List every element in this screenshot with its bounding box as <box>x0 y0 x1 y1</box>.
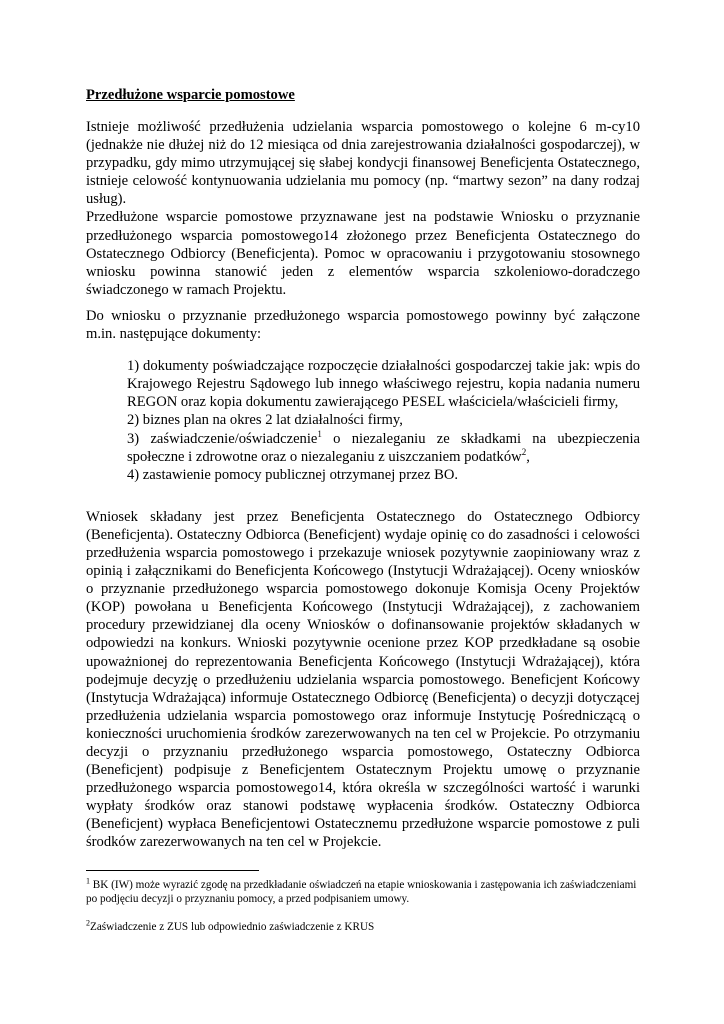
paragraph-procedure: Wniosek składany jest przez Beneficjenta Ostatecznego do Ostatecznego Odbiorcy (Beneficjenta). Ostateczny Odbiorca (Beneficjent) wydaje opinię co do zasadności i celowości przedłużenia wsparcia pomostowego i przekazuje wniosek pozytywnie zaopiniowany wraz z opinią i załącznikami do Beneficjenta Końcowego (Instytucji Wdrażającej). Oceny wniosków o przyznanie przedłużonego wsparcia pomostowego dokonuje Komisja Oceny Projektów (KOP) powołana u Beneficjenta Końcowego (Instytucji Wdrażającej), z zachowaniem procedury przewidzianej dla oceny Wniosków o dofinansowanie projektów składanych w odpowiedzi na konkurs. Wnioski pozytywnie ocenione przez KOP przedkładane są osobie upoważnionej do reprezentowania Beneficjenta Końcowego (Instytucji Wdrażającej), która podejmuje decyzję o przedłużeniu udzielania wsparcia pomostowego. Beneficjent Końcowy (Instytucja Wdrażająca) informuje Ostatecznego Odbiorcę (Beneficjenta) o decyzji dotyczącej przedłużenia udzielania wsparcia pomostowego oraz informuje Instytucję Pośredniczącą o konieczności uruchomienia środków zarezerwowanych na ten cel w Projekcie. Po otrzymaniu decyzji o przyznaniu przedłużonego wsparcia pomostowego, Ostateczny Odbiorca (Beneficjent) podpisuje z Beneficjentem Ostatecznym Projektu umowę o przyznanie przedłużonego wsparcia pomostowego14, która określa w szczególności wartość i warunki wypłaty środków oraz stanowi podstawę wypłacenia środków. Ostateczny Odbiorca (Beneficjent) wypłaca Beneficjentowi Ostatecznemu przedłużone wsparcie pomostowe z puli środków zarezerwowanych na ten cel w Projekcie. <box>86 508 640 851</box>
list-item <box>127 430 640 466</box>
paragraph-required-documents: Do wniosku o przyznanie przedłużonego wsparcia pomostowego powinny być załączone m.in. następujące dokumenty: <box>86 307 640 343</box>
footnote-text: BK (IW) może wyrazić zgodę na przedkładanie oświadczeń na etapie wnioskowania i zastępowania ich zaświadczeniami po podjęciu decyzji o przyznaniu pomocy, a przed podpisaniem umowy. <box>86 879 637 905</box>
list-item: 4) zastawienie pomocy publicznej otrzymanej przez BO. <box>127 466 459 483</box>
footnote-ref-2: 2 <box>521 446 527 457</box>
document-body <box>86 86 640 852</box>
section-title: Przedłużone wsparcie pomostowe <box>86 87 295 103</box>
list-item-text: 3) zaświadczenie/oświadczenie <box>127 430 318 447</box>
footnote-ref-1: 1 <box>317 428 322 439</box>
footnote-separator <box>86 870 259 871</box>
paragraph-extension-possibility: Istnieje możliwość przedłużenia udzielania wsparcia pomostowego o kolejne 6 m-cy10 (jednakże nie dłużej niż do 12 miesiąca od dnia zarejestrowania działalności gospodarczej), w przypadku, gdy mimo utrzymującej się słabej kondycji finansowej Beneficjenta Ostatecznego, istnieje celowość kontynuowania udzielania mu pomocy (np. “martwy sezon” na dany rodzaj usług). <box>86 119 640 208</box>
footnote-text: Zaświadczenie z ZUS lub odpowiednio zaświadczenie z KRUS <box>90 921 375 933</box>
list-item: 2) biznes plan na okres 2 lat działalności firmy, <box>127 412 403 429</box>
footnote-1 <box>86 878 640 906</box>
list-item-text: , <box>526 448 530 465</box>
footnote-mark: 1 <box>86 876 90 886</box>
paragraph-application-basis: Przedłużone wsparcie pomostowe przyznawane jest na podstawie Wniosku o przyznanie przedłużonego wsparcia pomostowego14 złożonego przez Beneficjenta Ostatecznego do Ostatecznego Odbiorcy (Beneficjenta). Pomoc w opracowaniu i przygotowaniu stosownego wniosku powinna stanowić jeden z elementów wsparcia szkoleniowo-doradczego świadczonego w ramach Projektu. <box>86 209 640 298</box>
footnote-mark: 2 <box>86 918 90 928</box>
documents-list <box>127 357 640 484</box>
footnote-2 <box>86 920 640 934</box>
list-item: 1) dokumenty poświadczające rozpoczęcie działalności gospodarczej takie jak: wpis do Krajowego Rejestru Sądowego lub innego właściwego rejestru, kopia nadania numeru REGON oraz kopia dokumentu zawierającego PESEL właściciela/właścicieli firmy, <box>127 358 640 411</box>
list-item-text: o niezaleganiu ze składkami na ubezpieczenia społeczne i zdrowotne oraz o niezaleganiu z uiszczaniem podatków <box>127 430 640 465</box>
